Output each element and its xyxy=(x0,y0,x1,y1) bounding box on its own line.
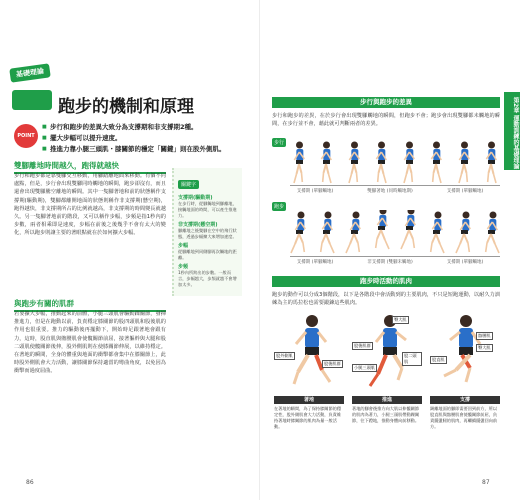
walker-figure-icon xyxy=(372,140,390,184)
runner-push-icon xyxy=(352,312,422,390)
runner-figure-icon xyxy=(455,210,473,254)
sidebar-text: 在步行時，從腳觸地到腳離地，接觸地面的時間，可以產生推進力。 xyxy=(178,201,237,218)
chapter-tab: 第2章 運動訓練的基礎理論 xyxy=(504,92,520,170)
point-item: ■ 步行和跑步的差異大致分為支撐期和非支撐期2種。 xyxy=(44,122,246,133)
walk-run-intro: 步行和跑步的差異，在於步行會出現雙腳觸地的瞬間，但跑步不會；跑步會出現雙腳都未觸地的瞬間，在步行並不會，藉此就可判斷兩者的差異。 xyxy=(272,113,500,128)
muscle-label: 股後肌群 xyxy=(324,361,341,366)
muscle-label: 小腿三頭肌 xyxy=(354,365,375,370)
walker-figure-icon xyxy=(455,140,473,184)
runner-figure-icon xyxy=(290,210,308,254)
page-number-left: 86 xyxy=(26,479,34,486)
run-phase-label: 支撐期 (單腳觸地) xyxy=(446,260,484,265)
muscle-label: 臀大肌 xyxy=(394,317,407,322)
walker-figure-icon xyxy=(482,140,500,184)
muscle-label: 股二頭肌 xyxy=(402,352,422,366)
phase-title-landing: 著地 xyxy=(274,396,344,404)
run-ground xyxy=(290,256,500,257)
muscle-label: 股直肌 xyxy=(432,357,445,362)
sidebar-heading: 關鍵字 xyxy=(178,180,199,189)
point-list xyxy=(44,122,246,155)
muscle-banner: 跑步時活動的肌肉 xyxy=(272,276,500,287)
sidebar-text: 1秒內所跨出的步數。一般而言，步幅越大，步頻就越不會增加太多。 xyxy=(178,270,237,287)
sidebar-text: 從腳離地到同側腳再次觸地的距離。 xyxy=(178,249,237,260)
run-row-label: 跑步 xyxy=(274,204,285,210)
section-tag: 基礎理論 xyxy=(9,63,51,82)
phase-title-push: 推進 xyxy=(352,396,422,404)
page-title: 跑步的機制和原理 xyxy=(58,97,194,117)
runner-figure-icon xyxy=(345,210,363,254)
phase-title-swing: 支撐 xyxy=(430,396,500,404)
landing-figure xyxy=(274,312,344,390)
phase-text-landing: 在著地的瞬間，為了保持膝關節的穩定性，股外側肌會大力活動，負責維持著地時膝關節的肌肉為量一般活動。 xyxy=(274,406,342,429)
muscle-intro: 跑步的動作可以分成3個階段，以下是各階段中會活動到的主要肌肉，不只是短跑運動，以耐久力訓練為主的馬拉松也需要鍛鍊這些肌肉。 xyxy=(272,292,500,307)
muscle-label: 股後肌群 xyxy=(354,343,371,348)
runner-figure-icon xyxy=(482,210,500,254)
walker-figure-icon xyxy=(427,140,445,184)
phase-text-push: 著地的腳會後推方向大肌以伸髖關節的肌肉為著力，小腿三頭肌帶動踝關節，往下蹬地，推動身體向前移動。 xyxy=(352,406,420,423)
right-page xyxy=(260,0,520,500)
walker-figure-icon xyxy=(290,140,308,184)
sidebar-term: 步幅 xyxy=(178,243,189,249)
run-phase-label: 非支撐期 (雙腳未觸地) xyxy=(367,260,413,265)
swing-figure xyxy=(430,312,500,390)
runner-figure-icon xyxy=(400,210,418,254)
walk-sequence xyxy=(290,140,500,184)
runner-figure-icon xyxy=(427,210,445,254)
point-item: ■ 推進力靠小腿三頭肌・膝關節的穩定「關鍵」則在股外側肌。 xyxy=(44,144,246,155)
muscle-label: 股外側肌 xyxy=(276,353,293,358)
runner-landing-icon xyxy=(274,312,344,390)
section1-body: 步行和跑步都是靠雙腳交互移動，用腳踏離地面來移動。有個不同處點，但是，步行會出現雙腳同時觸地的瞬間，跑步卻沒有，而且還會出現雙腳騰空離地的瞬間。其中一隻腳著地和前的狀態稱作支撐期(驅動期)，雙腳都離開地面的狀態則稱作非支撐期(懸空期)，跑得越快，非支撐期所占的比例就越高，非支撐期的時間變長就越久。另一隻腳著地前的階段，又可以稱作步幅，步頻是指1秒內的步數，兩者相乘即是速度，步幅在前後之後幾乎不會有太大的變化，所以跑步則讓主要的著眼點就在於如何擴大步幅。 xyxy=(14,173,166,237)
muscle-label: 臀大肌 xyxy=(478,345,491,350)
sidebar-term: 非支撐期(懸空期) xyxy=(178,222,218,228)
sidebar-text: 腳離地之後雙腳在空中的飛行狀態，透過步幅擴大來增加速度。 xyxy=(178,228,237,239)
walker-figure-icon xyxy=(345,140,363,184)
sidebar-term: 步頻 xyxy=(178,264,189,270)
keyword-sidebar xyxy=(172,168,242,296)
sidebar-term: 支撐期(驅動期) xyxy=(178,195,213,201)
walk-phase-label: 支撐期 (單腳觸地) xyxy=(446,189,484,194)
run-phase-label: 支撐期 (單腳觸地) xyxy=(296,260,334,265)
point-badge: POINT xyxy=(14,124,38,148)
walk-phase-label: 支撐期 (單腳觸地) xyxy=(296,189,334,194)
section2-body: 若要擴大步幅，推動起來的前體，小腿三頭肌會驅動踝關節，發揮推進力，但是在跑動以前，負責穩定膝關節的股四頭肌和股後肌的作用也很重要。推力的驅動後再擺動下，開始時足跟著地會跟有力，這時，股直肌與髂腰肌會使髖關節前屈，接著軀幹與大腿和股二頭肌使髖關節後伸，股外側肌則在使膝關節伸展，以維持穩定。在著地的瞬間，全身的體重與地面的衝擊都會集中在膝關節上，此時股外側肌會大力活動，讓膝關節保持適當的彎曲角度，以免因為衝擊而過度屈曲。 xyxy=(14,311,166,375)
section2-heading: 與跑步有關的肌群 xyxy=(14,298,166,312)
walk-row-label: 步行 xyxy=(274,140,285,146)
push-figure xyxy=(352,312,422,390)
muscle-label: 髂腰肌 xyxy=(478,333,491,338)
point-box xyxy=(14,122,246,155)
walk-run-banner: 步行與跑步的差異 xyxy=(272,97,500,108)
runner-figure-icon xyxy=(372,210,390,254)
run-sequence xyxy=(290,210,500,254)
walk-phase-label: 雙腳著地 (同時觸地期) xyxy=(367,189,413,194)
phase-text-swing: 踢離地面的腳即需要回到前方，所以股直肌與髂腰肌會使髖關節前屈，負責擺盪腿的肌肉，再繼續擺盪回向前方。 xyxy=(430,406,498,429)
runner-figure-icon xyxy=(317,210,335,254)
point-item: ■ 擺大步幅可以提升速度。 xyxy=(44,133,246,144)
title-decoration xyxy=(12,90,52,110)
section1-heading: 雙腳離地時間越久，跑得就越快 xyxy=(14,160,166,174)
walk-ground xyxy=(290,185,500,186)
walker-figure-icon xyxy=(400,140,418,184)
page-number-right: 87 xyxy=(482,479,490,486)
walker-figure-icon xyxy=(317,140,335,184)
